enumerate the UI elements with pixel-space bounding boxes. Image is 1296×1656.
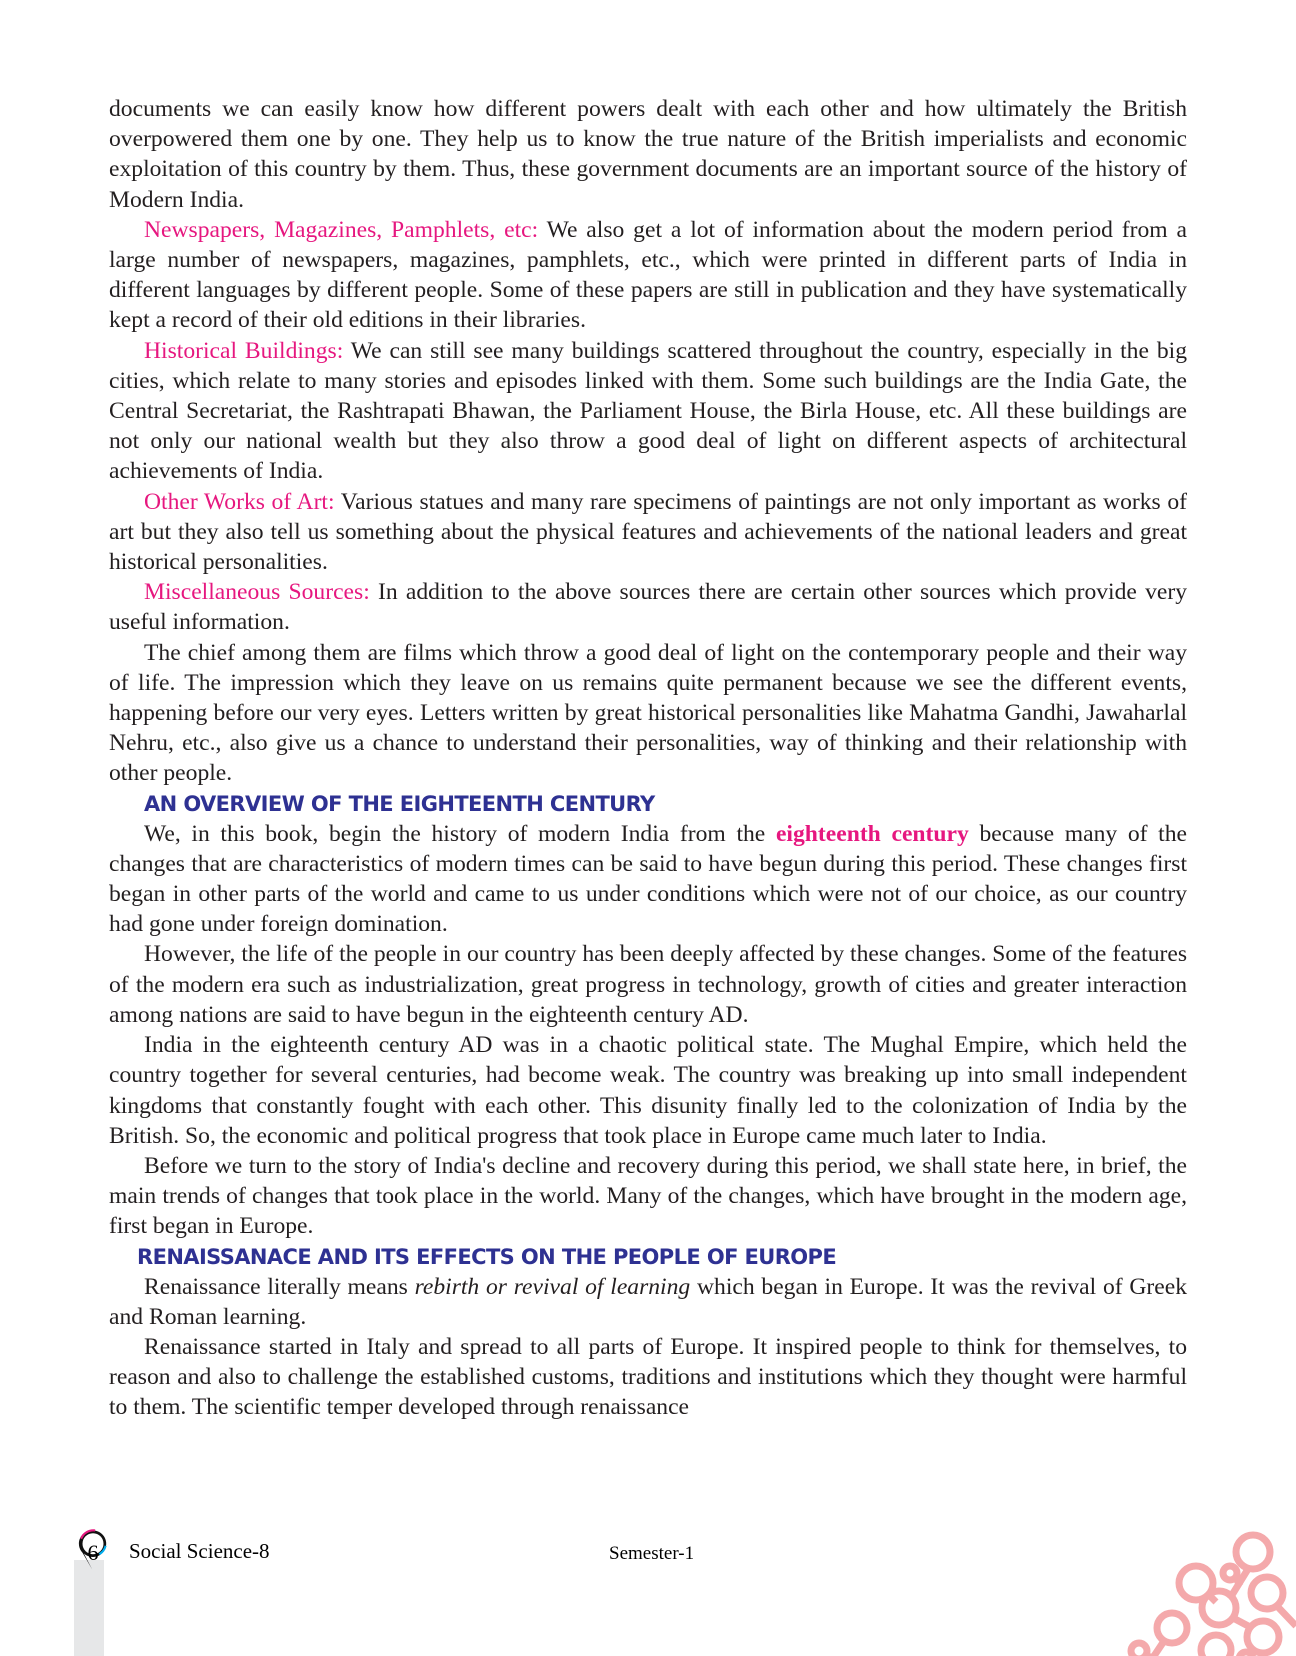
decorative-circles-icon	[1120, 1510, 1296, 1656]
paragraph	[109, 819, 1187, 940]
paragraph	[109, 638, 1187, 789]
source-label: Historical Buildings:	[144, 337, 344, 364]
source-label: Other Works of Art:	[144, 488, 335, 515]
paragraph-text: We, in this book, begin the history of modern India from the	[144, 820, 776, 847]
paragraph	[109, 1332, 1187, 1423]
paragraph	[109, 487, 1187, 578]
section-heading	[109, 789, 1187, 819]
paragraph-text: RENAISSANACE AND ITS EFFECTS ON THE PEOPLE OF EUROPE	[137, 1244, 837, 1269]
paragraph	[109, 1272, 1187, 1332]
page-body	[109, 94, 1187, 1423]
paragraph-text: Various statues and many rare specimens of paintings are not only important as works of art but they also tell us something about the physical features and achievements of the national leaders and great historical personalities.	[109, 488, 1187, 576]
paragraph-text: The chief among them are films which throw a good deal of light on the contemporary people and their way of life. The impression which they leave on us remains quite permanent because we see the different events, happening before our very eyes. Letters written by great historical personalities like Mahatma Gandhi, Jawaharlal Nehru, etc., also give us a chance to understand their personalities, way of thinking and their relationship with other people.	[109, 639, 1187, 787]
highlight-term: eighteenth century	[775, 820, 969, 847]
paragraph-text: We can still see many buildings scattered throughout the country, especially in the big cities, which relate to many stories and episodes linked with them. Some such buildings are the India Gate, the Central Secretariat, the Rashtrapati Bhawan, the Parliament House, the Birla House, etc. All these buildings are not only our national wealth but they also throw a good deal of light on different aspects of architectural achievements of India.	[109, 337, 1187, 485]
paragraph	[109, 939, 1187, 1030]
paragraph-text: Renaissance literally means	[144, 1273, 415, 1300]
paragraph-text: Renaissance started in Italy and spread to all parts of Europe. It inspired people to think for themselves, to reason and also to challenge the established customs, traditions and institutions which they thought were harmful to them. The scientific temper developed through renaissance	[109, 1333, 1187, 1421]
paragraph	[109, 1030, 1187, 1151]
semester-label: Semester-1	[609, 1543, 695, 1564]
paragraph	[109, 336, 1187, 487]
source-label: Newspapers, Magazines, Pamphlets, etc:	[144, 216, 539, 243]
paragraph-text: which began in Europe. It was the revival of Greek and Roman learning.	[109, 1273, 1187, 1330]
paragraph	[109, 577, 1187, 637]
paragraph-text: because many of the changes that are characteristics of modern times can be said to have begun during this period. These changes first began in other parts of the world and came to us under conditions which were not of our choice, as our country had gone under foreign domination.	[109, 820, 1188, 938]
section-heading	[109, 1242, 1187, 1272]
paragraph-text: However, the life of the people in our country has been deeply affected by these changes. Some of the features of the modern era such as industrialization, great progress in technology, growth of cities and greater interaction among nations are said to have begun in the eighteenth century AD.	[109, 941, 1187, 1028]
paragraph	[109, 215, 1187, 336]
source-label: Miscellaneous Sources:	[144, 579, 370, 606]
paragraph-text: AN OVERVIEW OF THE EIGHTEENTH CENTURY	[144, 791, 655, 816]
paragraph-text: Before we turn to the story of India's decline and recovery during this period, we shall state here, in brief, the main trends of changes that took place in the world. Many of the changes, which have brought in the modern age, first began in Europe.	[109, 1152, 1187, 1240]
paragraph-text: We also get a lot of information about the modern period from a large number of newspapers, magazines, pamphlets, etc., which were printed in different parts of India in different languages by different people. Some of these papers are still in publication and they have systematically kept a record of their old editions in their libraries.	[109, 216, 1187, 334]
paragraph-text: documents we can easily know how different powers dealt with each other and how ultimately the British overpowered them one by one. They help us to know the true nature of the British imperialists and economic exploitation of this country by them. Thus, these government documents are an important source of the history of Modern India.	[109, 96, 1187, 213]
paragraph	[109, 94, 1187, 215]
page-number: 6	[87, 1540, 99, 1565]
footer-strip	[74, 1560, 104, 1656]
paragraph	[109, 1151, 1187, 1242]
paragraph-text: India in the eighteenth century AD was in a chaotic political state. The Mughal Empire, which held the country together for several centuries, had become weak. The country was breaking up into small independent kingdoms that constantly fought with each other. This disunity finally led to the colonization of India by the British. So, the economic and political progress that took place in Europe came much later to India.	[109, 1032, 1187, 1149]
book-title: Social Science-8	[129, 1539, 270, 1563]
paragraph-text: In addition to the above sources there are certain other sources which provide very useful information.	[109, 579, 1187, 636]
italic-phrase: rebirth or revival of learning	[414, 1273, 691, 1300]
